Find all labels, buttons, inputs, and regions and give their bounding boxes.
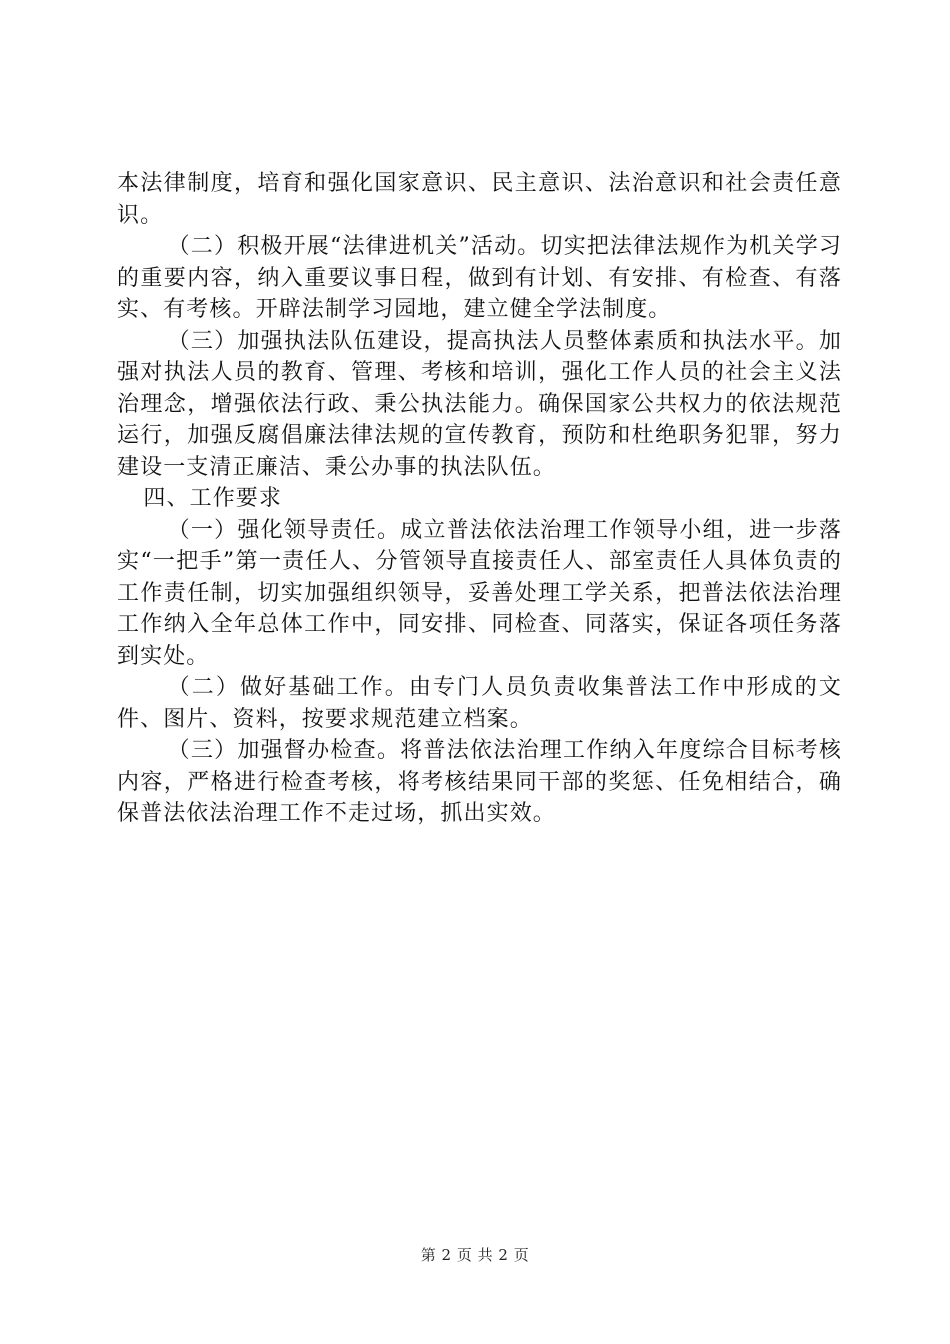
paragraph-item-3-law-enforcement-team: （三）加强执法队伍建设，提高执法人员整体素质和执法水平。加强对执法人员的教育、管理、考核和培训，强化工作人员的社会主义法治理念，增强依法行政、秉公执法能力。确保国家公共权力的依法规范运行，加强反腐倡廉法律法规的宣传教育，预防和杜绝职务犯罪，努力建设一支清正廉洁、秉公办事的执法队伍。	[117, 328, 842, 480]
paragraph-continuation: 本法律制度，培育和强化国家意识、民主意识、法治意识和社会责任意识。	[117, 171, 842, 228]
section-heading-work-requirements: 四、工作要求	[143, 486, 282, 511]
page-number-footer: 第 2 页 共 2 页	[420, 1246, 530, 1264]
document-body	[117, 168, 842, 830]
paragraph-requirement-3-supervision: （三）加强督办检查。将普法依法治理工作纳入年度综合目标考核内容，严格进行检查考核，将考核结果同干部的奖惩、任免相结合，确保普法依法治理工作不走过场，抓出实效。	[117, 738, 842, 826]
paragraph-requirement-1-leadership: （一）强化领导责任。成立普法依法治理工作领导小组，进一步落实“一把手”第一责任人、分管领导直接责任人、部室责任人具体负责的工作责任制，切实加强组织领导，妥善处理工学关系，把普法依法治理工作纳入全年总体工作中，同安排、同检查、同落实，保证各项任务落到实处。	[117, 517, 842, 669]
paragraph-item-2-legal-into-agencies: （二）积极开展“法律进机关”活动。切实把法律法规作为机关学习的重要内容，纳入重要议事日程，做到有计划、有安排、有检查、有落实、有考核。开辟法制学习园地，建立健全学法制度。	[117, 234, 842, 322]
paragraph-requirement-2-basic-work: （二）做好基础工作。由专门人员负责收集普法工作中形成的文件、图片、资料，按要求规范建立档案。	[117, 675, 842, 732]
